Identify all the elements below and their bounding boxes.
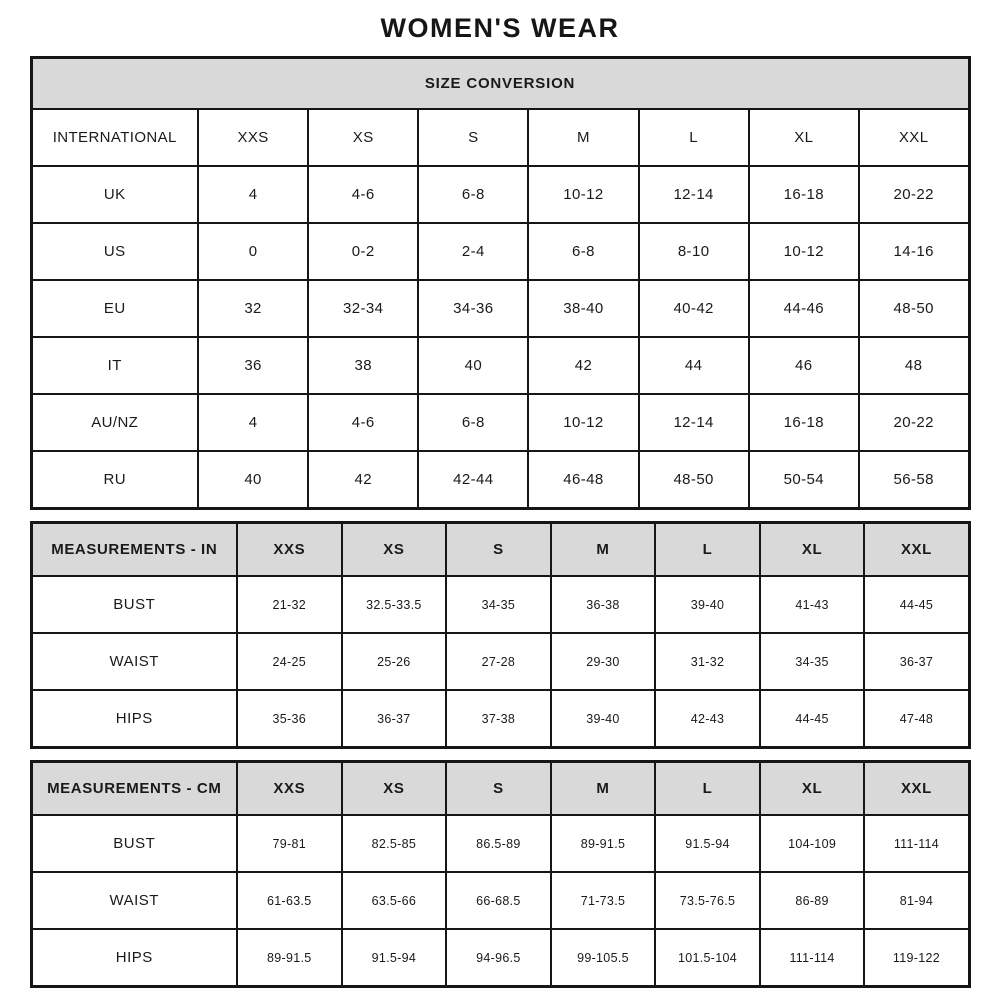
size-value-cell: 4-6 — [308, 394, 418, 451]
size-column-header: XXL — [859, 109, 969, 166]
measurements-cm-title: MEASUREMENTS - CM — [31, 762, 237, 816]
size-column-header: L — [639, 109, 749, 166]
size-value-cell: 34-36 — [418, 280, 528, 337]
measurement-value-cell: 91.5-94 — [655, 815, 760, 872]
size-value-cell: 20-22 — [859, 394, 969, 451]
size-value-cell: 42 — [308, 451, 418, 509]
size-column-header: XS — [342, 523, 447, 577]
size-value-cell: 44 — [639, 337, 749, 394]
measurements-in-header-row — [31, 523, 969, 577]
size-column-header: M — [551, 523, 656, 577]
size-value-cell: 42-44 — [418, 451, 528, 509]
size-column-header: L — [655, 523, 760, 577]
size-value-cell: 0 — [198, 223, 308, 280]
measurement-value-cell: 41-43 — [760, 576, 865, 633]
size-column-header: S — [446, 523, 551, 577]
size-value-cell: 46-48 — [528, 451, 638, 509]
size-value-cell: 4 — [198, 394, 308, 451]
table-row-us — [31, 223, 969, 280]
table-row-waist-in — [31, 633, 969, 690]
measurement-value-cell: 89-91.5 — [551, 815, 656, 872]
size-value-cell: 38 — [308, 337, 418, 394]
measurement-value-cell: 29-30 — [551, 633, 656, 690]
measurement-value-cell: 36-37 — [864, 633, 969, 690]
size-value-cell: 46 — [749, 337, 859, 394]
size-value-cell: 44-46 — [749, 280, 859, 337]
table-row-aunz — [31, 394, 969, 451]
size-value-cell: 38-40 — [528, 280, 638, 337]
size-conversion-table — [30, 56, 971, 510]
size-value-cell: 40 — [418, 337, 528, 394]
size-column-header: L — [655, 762, 760, 816]
size-value-cell: 40-42 — [639, 280, 749, 337]
size-column-header: XXS — [237, 523, 342, 577]
size-column-header: XL — [760, 762, 865, 816]
size-value-cell: 32 — [198, 280, 308, 337]
size-value-cell: 36 — [198, 337, 308, 394]
table-row-eu — [31, 280, 969, 337]
table-row-bust-in — [31, 576, 969, 633]
size-column-header: XXS — [237, 762, 342, 816]
measurement-value-cell: 66-68.5 — [446, 872, 551, 929]
measurements-cm-header-row — [31, 762, 969, 816]
size-value-cell: 4 — [198, 166, 308, 223]
size-value-cell: 50-54 — [749, 451, 859, 509]
measurement-value-cell: 36-38 — [551, 576, 656, 633]
measurement-value-cell: 24-25 — [237, 633, 342, 690]
size-column-header: XL — [749, 109, 859, 166]
measurement-value-cell: 61-63.5 — [237, 872, 342, 929]
row-label: BUST — [31, 815, 237, 872]
row-label: WAIST — [31, 633, 237, 690]
row-label: RU — [31, 451, 198, 509]
measurement-value-cell: 37-38 — [446, 690, 551, 748]
table-row-hips-in — [31, 690, 969, 748]
size-value-cell: 56-58 — [859, 451, 969, 509]
measurement-value-cell: 63.5-66 — [342, 872, 447, 929]
size-conversion-title: SIZE CONVERSION — [31, 58, 969, 110]
size-column-header: XS — [342, 762, 447, 816]
measurement-value-cell: 44-45 — [864, 576, 969, 633]
size-value-cell: 10-12 — [528, 166, 638, 223]
size-value-cell: 12-14 — [639, 394, 749, 451]
measurement-value-cell: 42-43 — [655, 690, 760, 748]
measurement-value-cell: 39-40 — [551, 690, 656, 748]
measurement-value-cell: 39-40 — [655, 576, 760, 633]
measurement-value-cell: 94-96.5 — [446, 929, 551, 987]
size-value-cell: 0-2 — [308, 223, 418, 280]
measurement-value-cell: 71-73.5 — [551, 872, 656, 929]
measurement-value-cell: 27-28 — [446, 633, 551, 690]
size-value-cell: 16-18 — [749, 394, 859, 451]
size-value-cell: 48 — [859, 337, 969, 394]
measurement-value-cell: 31-32 — [655, 633, 760, 690]
measurement-value-cell: 34-35 — [446, 576, 551, 633]
size-value-cell: 42 — [528, 337, 638, 394]
measurement-value-cell: 34-35 — [760, 633, 865, 690]
measurement-value-cell: 21-32 — [237, 576, 342, 633]
size-value-cell: 20-22 — [859, 166, 969, 223]
measurement-value-cell: 111-114 — [760, 929, 865, 987]
measurement-value-cell: 81-94 — [864, 872, 969, 929]
size-value-cell: 48-50 — [859, 280, 969, 337]
measurement-value-cell: 82.5-85 — [342, 815, 447, 872]
size-value-cell: 6-8 — [418, 166, 528, 223]
size-conversion-header-row — [31, 58, 969, 110]
measurement-value-cell: 111-114 — [864, 815, 969, 872]
table-row-waist-cm — [31, 872, 969, 929]
measurement-value-cell: 86-89 — [760, 872, 865, 929]
row-label: US — [31, 223, 198, 280]
measurements-in-table — [30, 521, 971, 749]
row-label: HIPS — [31, 929, 237, 987]
size-column-header: M — [528, 109, 638, 166]
size-value-cell: 6-8 — [418, 394, 528, 451]
row-label: INTERNATIONAL — [31, 109, 198, 166]
size-value-cell: 32-34 — [308, 280, 418, 337]
size-column-header: XXL — [864, 523, 969, 577]
measurements-in-title: MEASUREMENTS - IN — [31, 523, 237, 577]
measurements-cm-table — [30, 760, 971, 988]
size-column-header: XS — [308, 109, 418, 166]
table-row-uk — [31, 166, 969, 223]
measurement-value-cell: 89-91.5 — [237, 929, 342, 987]
size-value-cell: 16-18 — [749, 166, 859, 223]
measurement-value-cell: 44-45 — [760, 690, 865, 748]
row-label: HIPS — [31, 690, 237, 748]
measurement-value-cell: 86.5-89 — [446, 815, 551, 872]
size-column-header: XXS — [198, 109, 308, 166]
row-label: BUST — [31, 576, 237, 633]
size-value-cell: 4-6 — [308, 166, 418, 223]
measurement-value-cell: 25-26 — [342, 633, 447, 690]
measurement-value-cell: 101.5-104 — [655, 929, 760, 987]
size-column-header: M — [551, 762, 656, 816]
measurement-value-cell: 119-122 — [864, 929, 969, 987]
size-value-cell: 6-8 — [528, 223, 638, 280]
row-label: IT — [31, 337, 198, 394]
page-title: WOMEN'S WEAR — [380, 13, 620, 43]
size-value-cell: 12-14 — [639, 166, 749, 223]
size-value-cell: 2-4 — [418, 223, 528, 280]
size-value-cell: 14-16 — [859, 223, 969, 280]
measurement-value-cell: 91.5-94 — [342, 929, 447, 987]
row-label: EU — [31, 280, 198, 337]
size-column-header: S — [418, 109, 528, 166]
measurement-value-cell: 99-105.5 — [551, 929, 656, 987]
measurement-value-cell: 35-36 — [237, 690, 342, 748]
table-row-ru — [31, 451, 969, 509]
measurement-value-cell: 32.5-33.5 — [342, 576, 447, 633]
size-value-cell: 10-12 — [528, 394, 638, 451]
size-value-cell: 8-10 — [639, 223, 749, 280]
size-column-header: XL — [760, 523, 865, 577]
table-row-bust-cm — [31, 815, 969, 872]
measurement-value-cell: 104-109 — [760, 815, 865, 872]
size-value-cell: 48-50 — [639, 451, 749, 509]
row-label: WAIST — [31, 872, 237, 929]
measurement-value-cell: 36-37 — [342, 690, 447, 748]
row-label: UK — [31, 166, 198, 223]
measurement-value-cell: 79-81 — [237, 815, 342, 872]
table-row-it — [31, 337, 969, 394]
size-column-header: XXL — [864, 762, 969, 816]
size-value-cell: 10-12 — [749, 223, 859, 280]
row-label: AU/NZ — [31, 394, 198, 451]
size-column-header: S — [446, 762, 551, 816]
table-row-hips-cm — [31, 929, 969, 987]
measurement-value-cell: 47-48 — [864, 690, 969, 748]
international-sizes-row — [31, 109, 969, 166]
size-value-cell: 40 — [198, 451, 308, 509]
measurement-value-cell: 73.5-76.5 — [655, 872, 760, 929]
